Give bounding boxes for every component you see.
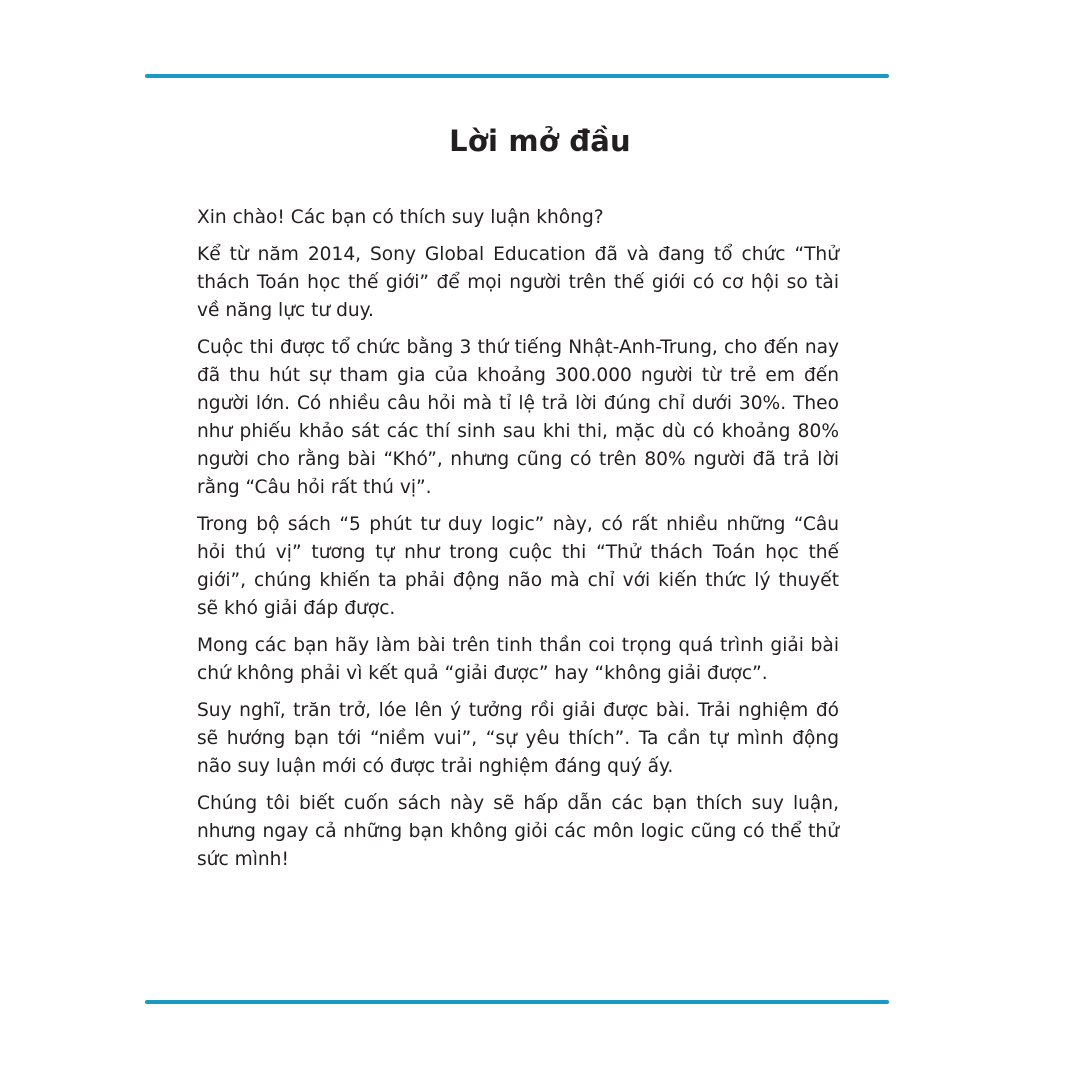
paragraph-history: Kể từ năm 2014, Sony Global Education đã và đang tổ chức “Thử thách Toán học thế giới” để mọi người trên thế giới có cơ hội so tài về năng lực tư duy.	[197, 244, 839, 321]
bottom-divider-line	[145, 1000, 889, 1004]
page-title: Lời mở đầu	[449, 124, 631, 158]
paragraph-closing: Chúng tôi biết cuốn sách này sẽ hấp dẫn các bạn thích suy luận, nhưng ngay cả những bạn không giỏi các môn logic cũng có thể thử sức mình!	[197, 793, 839, 870]
preface-body	[197, 204, 839, 883]
paragraph-book: Trong bộ sách “5 phút tư duy logic” này, có rất nhiều những “Câu hỏi thú vị” tương tự như trong cuộc thi “Thử thách Toán học thế giới”, chúng khiến ta phải động não mà chỉ với kiến thức lý thuyết sẽ khó giải đáp được.	[197, 514, 839, 619]
top-divider-line	[145, 74, 889, 78]
paragraph-greeting: Xin chào! Các bạn có thích suy luận không?	[197, 207, 604, 228]
paragraph-contest: Cuộc thi được tổ chức bằng 3 thứ tiếng Nhật-Anh-Trung, cho đến nay đã thu hút sự tham gia của khoảng 300.000 người từ trẻ em đến người lớn. Có nhiều câu hỏi mà tỉ lệ trả lời đúng chỉ dưới 30%. Theo như phiếu khảo sát các thí sinh sau khi thi, mặc dù có khoảng 80% người cho rằng bài “Khó”, nhưng cũng có trên 80% người đã trả lời rằng “Câu hỏi rất thú vị”.	[197, 337, 839, 498]
paragraph-experience: Suy nghĩ, trăn trở, lóe lên ý tưởng rồi giải được bài. Trải nghiệm đó sẽ hướng bạn tới “niềm vui”, “sự yêu thích”. Ta cần tự mình động não suy luận mới có được trải nghiệm đáng quý ấy.	[197, 700, 839, 777]
paragraph-process: Mong các bạn hãy làm bài trên tinh thần coi trọng quá trình giải bài chứ không phải vì kết quả “giải được” hay “không giải được”.	[197, 635, 839, 684]
